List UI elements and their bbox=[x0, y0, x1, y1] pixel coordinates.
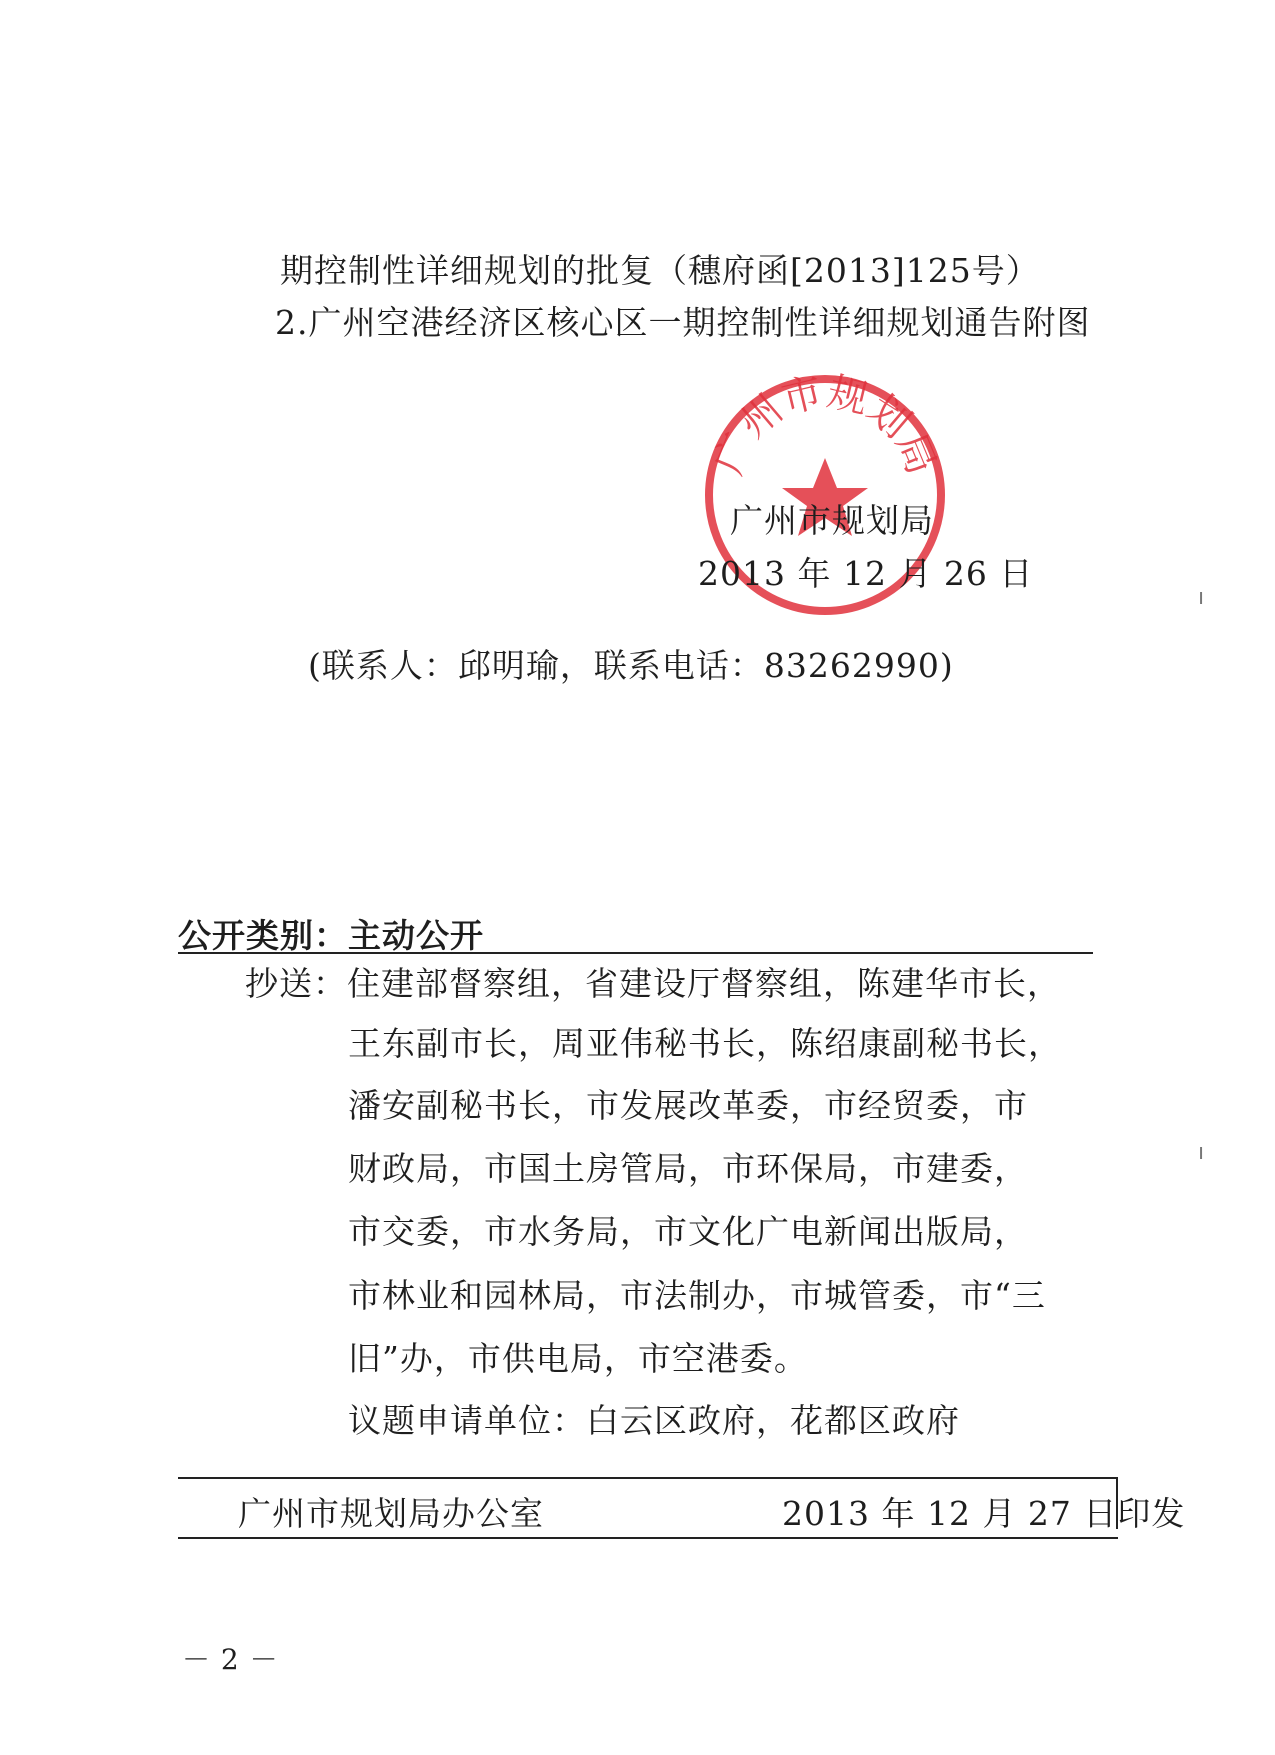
page-number: － 2 － bbox=[182, 1643, 279, 1676]
cc-line-6: 市林业和园林局，市法制办，市城管委，市“三 bbox=[348, 1276, 1046, 1315]
issuer-name: 广州市规划局 bbox=[730, 501, 934, 540]
cc-line-1: 抄送：住建部督察组，省建设厅督察组，陈建华市长， bbox=[245, 964, 1061, 1003]
contact-info: (联系人：邱明瑜，联系电话：83262990) bbox=[308, 646, 954, 685]
attachment-line-2: 2.广州空港经济区核心区一期控制性详细规划通告附图 bbox=[275, 303, 1091, 342]
publicity-divider bbox=[178, 952, 1093, 954]
cc-line-2: 王东副市长，周亚伟秘书长，陈绍康副秘书长， bbox=[348, 1024, 1062, 1063]
attachment-line-1: 期控制性详细规划的批复（穗府函[2013]125号） bbox=[280, 251, 1040, 290]
footer-top-rule bbox=[178, 1477, 1118, 1479]
cc-line-7: 旧”办，市供电局，市空港委。 bbox=[348, 1339, 808, 1378]
footer-bottom-rule bbox=[178, 1537, 1118, 1539]
scan-mark: ı bbox=[1198, 1140, 1205, 1165]
issuer-date: 2013 年 12 月 26 日 bbox=[698, 554, 1034, 593]
cc-line-3: 潘安副秘书长，市发展改革委，市经贸委，市 bbox=[348, 1086, 1028, 1125]
scan-mark: ı bbox=[1198, 585, 1205, 610]
footer-print-date: 2013 年 12 月 27 日印发 bbox=[782, 1494, 1186, 1533]
cc-line-4: 财政局，市国土房管局，市环保局，市建委， bbox=[348, 1149, 1028, 1188]
applicant-unit: 议题申请单位：白云区政府，花都区政府 bbox=[348, 1401, 960, 1440]
cc-line-5: 市交委，市水务局，市文化广电新闻出版局， bbox=[348, 1212, 1028, 1251]
seal-text: 广州市规划局 bbox=[705, 370, 945, 481]
footer-office: 广州市规划局办公室 bbox=[238, 1494, 544, 1533]
publicity-category: 公开类别：主动公开 bbox=[178, 916, 484, 955]
